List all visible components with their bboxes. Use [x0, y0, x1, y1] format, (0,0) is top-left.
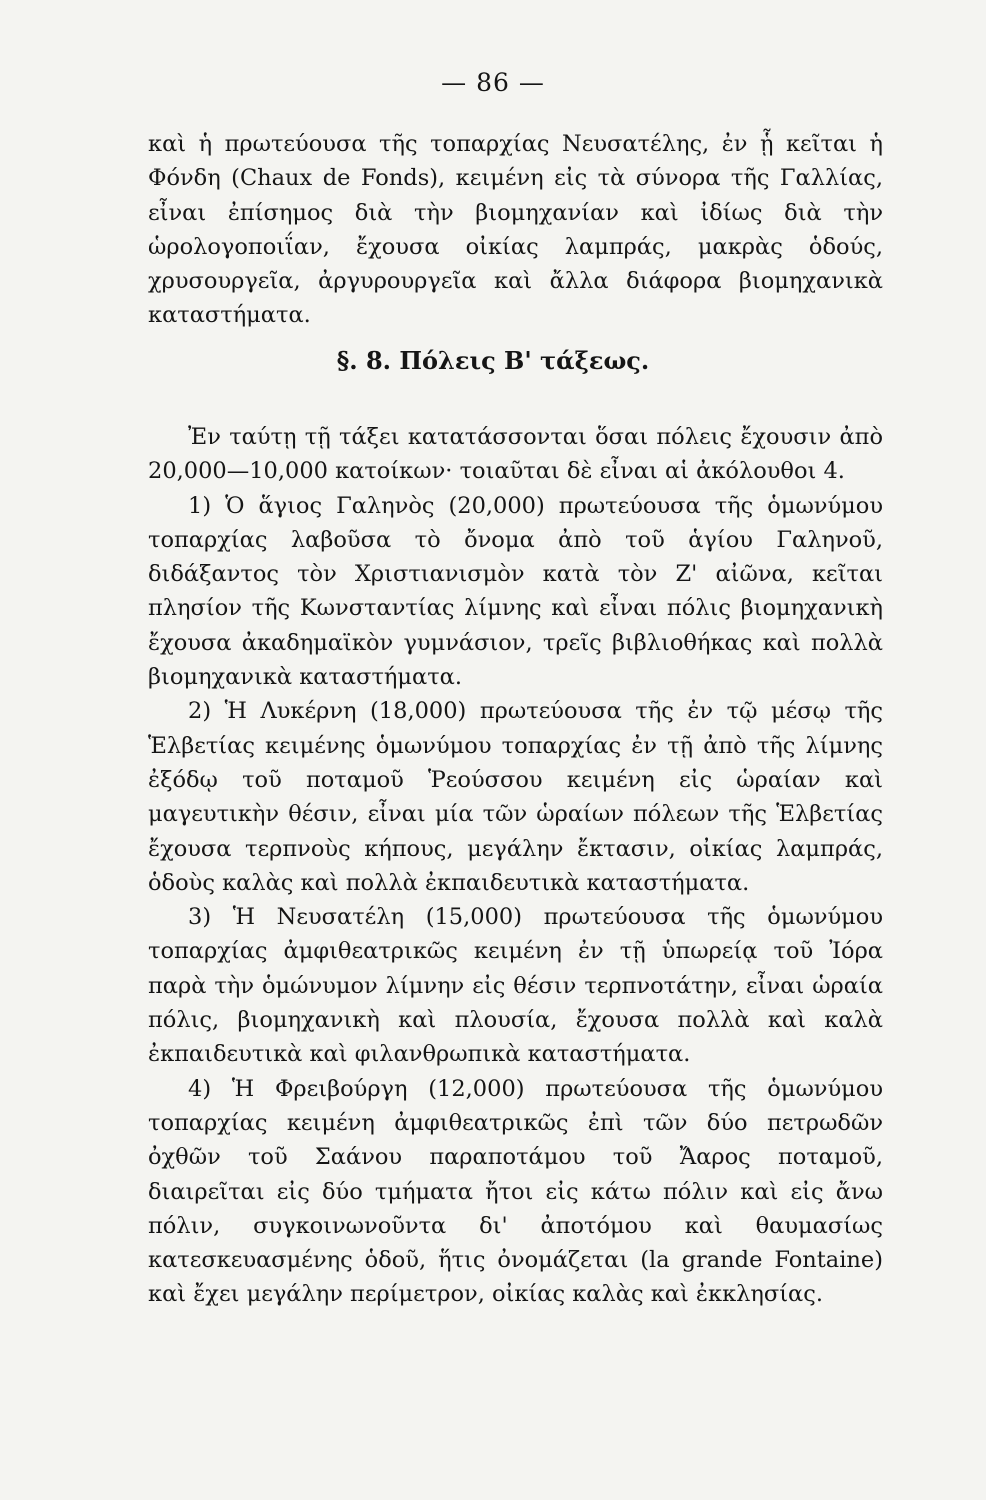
paragraph-continuation	[148, 127, 883, 333]
paragraph-lucerne: 2) Ἡ Λυκέρνη (18,000) πρωτεύουσα τῆς ἐν τῷ μέσῳ τῆς Ἑλβετίας κειμένης ὁμωνύμου τοπαρχίας ἐν τῇ ἀπὸ τῆς λίμνης ἐξόδῳ τοῦ ποταμοῦ Ῥεούσσου κειμένη εἰς ὡραίαν καὶ μαγευτικὴν θέσιν, εἶναι μία τῶν ὡραίων πόλεων τῆς Ἑλβετίας ἔχουσα τερπνοὺς κήπους, μεγάλην ἔκτασιν, οἰκίας λαμπράς, ὁδοὺς καλὰς καὶ πολλὰ ἐκπαιδευτικὰ καταστήματα.	[148, 698, 883, 896]
paragraph-group	[148, 420, 883, 1312]
page-number: — 86 —	[441, 68, 545, 97]
paragraph-st-gallen: 1) Ὁ ἅγιος Γαληνὸς (20,000) πρωτεύουσα τῆς ὁμωνύμου τοπαρχίας λαβοῦσα τὸ ὄνομα ἀπὸ τοῦ ἁγίου Γαληνοῦ, διδάξαντος τὸν Χριστιανισμὸν κατὰ τὸν Ζ' αἰῶνα, κεῖται πλησίον τῆς Κωνσταντίας λίμνης καὶ εἶναι πόλις βιομηχανικὴ ἔχουσα ἀκαδημαϊκὸν γυμνάσιον, τρεῖς βιβλιοθήκας καὶ πολλὰ βιομηχανικὰ καταστήματα.	[148, 492, 883, 691]
paragraph-intro: Ἐν ταύτῃ τῇ τάξει κατατάσσονται ὅσαι πόλεις ἔχουσιν ἀπὸ 20,000—10,000 κατοίκων· τοιαῦται δὲ εἶναι αἱ ἀκόλουθοι 4.	[148, 424, 883, 485]
paragraph-neuchatel: 3) Ἡ Νευσατέλη (15,000) πρωτεύουσα τῆς ὁμωνύμου τοπαρχίας ἀμφιθεατρικῶς κειμένη ἐν τῇ ὑπωρείᾳ τοῦ Ἰόρα παρὰ τὴν ὁμώνυμον λίμνην εἰς θέσιν τερπνοτάτην, εἶναι ὡραία πόλις, βιομηχανικὴ καὶ πλουσία, ἔχουσα πολλὰ καὶ καλὰ ἐκπαιδευτικὰ καὶ φιλανθρωπικὰ καταστήματα.	[148, 904, 883, 1068]
section-heading: §. 8. Πόλεις Β' τάξεως.	[336, 346, 650, 375]
paragraph-chaux-de-fonds: καὶ ἡ πρωτεύουσα τῆς τοπαρχίας Νευσατέλης, ἐν ᾗ κεῖται ἡ Φόνδη (Chaux de Fonds), κειμένη εἰς τὰ σύνορα τῆς Γαλλίας, εἶναι ἐπίσημος διὰ τὴν βιομηχανίαν καὶ ἰδίως διὰ τὴν ὡρολογοποιΐαν, ἔχουσα οἰκίας λαμπράς, μακρὰς ὁδούς, χρυσουργεῖα, ἀργυρουργεῖα καὶ ἄλλα διάφορα βιομηχανικὰ καταστήματα.	[148, 131, 883, 329]
paragraph-fribourg: 4) Ἡ Φρειβούργη (12,000) πρωτεύουσα τῆς ὁμωνύμου τοπαρχίας κειμένη ἀμφιθεατρικῶς ἐπὶ τῶν δύο πετρωδῶν ὀχθῶν τοῦ Σαάνου παραποτάμου τοῦ Ἄαρος ποταμοῦ, διαιρεῖται εἰς δύο τμήματα ἤτοι εἰς κάτω πόλιν καὶ εἰς ἄνω πόλιν, συγκοινωνοῦντα δι' ἀποτόμου καὶ θαυμασίως κατεσκευασμένης ὁδοῦ, ἥτις ὀνομάζεται (la grande Fontaine) καὶ ἔχει μεγάλην περίμετρον, οἰκίας καλὰς καὶ ἐκκλησίας.	[148, 1075, 883, 1308]
